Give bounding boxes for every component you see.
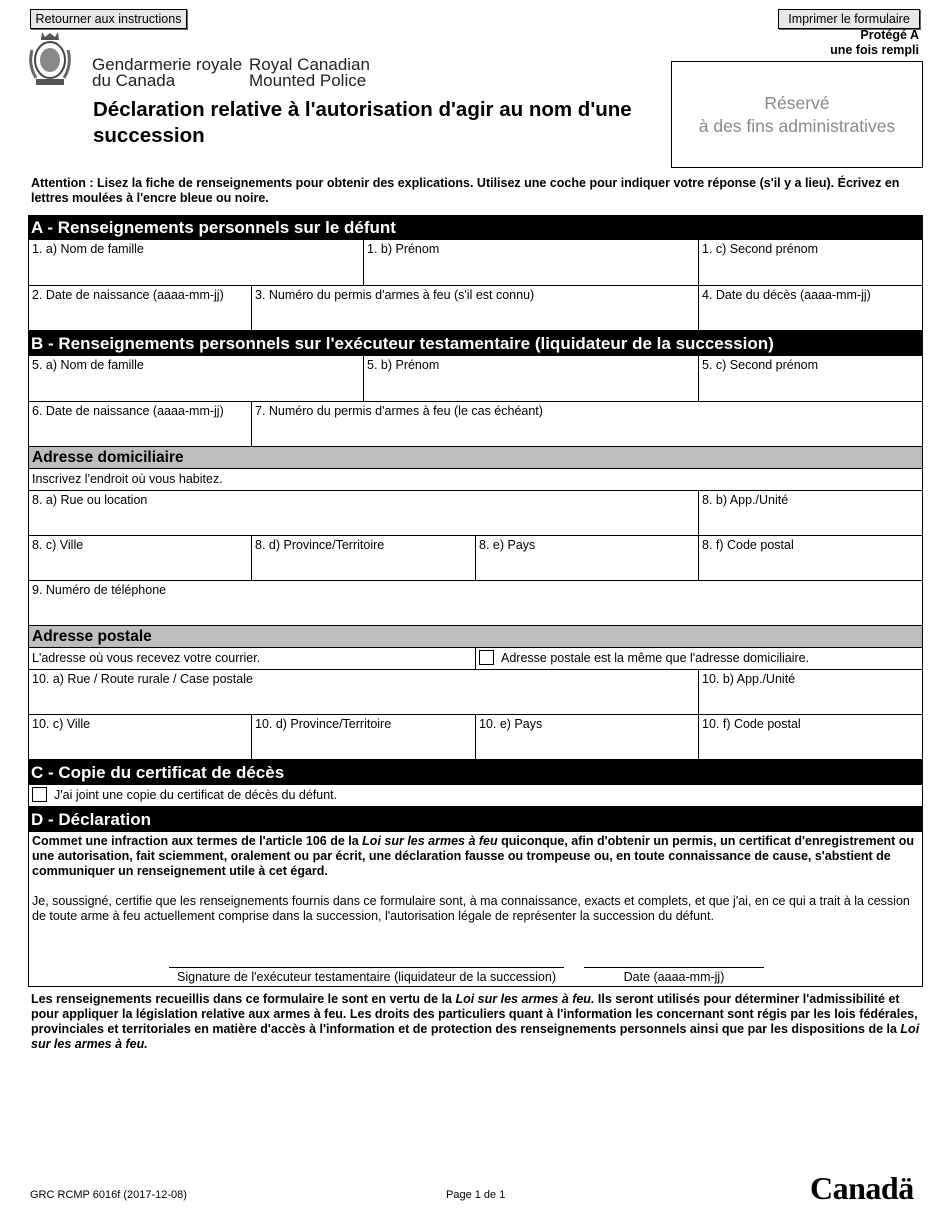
section-a-title: A - Renseignements personnels sur le défunt — [28, 215, 923, 240]
page-title: Déclaration relative à l'autorisation d'agir au nom d'une succession — [93, 98, 632, 147]
field-1b[interactable]: 1. b) Prénom — [364, 240, 699, 285]
section-b-title: B - Renseignements personnels sur l'exécuteur testamentaire (liquidateur de la succession) — [28, 331, 923, 356]
field-7[interactable]: 7. Numéro du permis d'armes à feu (le cas échéant) — [255, 404, 543, 418]
field-8a[interactable]: 8. a) Rue ou location — [29, 491, 699, 535]
field-8f[interactable]: 8. f) Code postal — [702, 538, 794, 552]
offence-warning: Commet une infraction aux termes de l'article 106 de la Loi sur les armes à feu quiconque, afin d'obtenir un permis, un certificat d'enregistrement ou une autorisation, fait sciemment, oralement ou par écrit, une déclaration fausse ou trompeuse ou, en toute connaissance de cause, s'abstient de communiquer un renseignement utile à cet égard. — [32, 834, 915, 878]
canada-wordmark: Canadä — [810, 1170, 914, 1206]
field-8b[interactable]: 8. b) App./Unité — [702, 493, 789, 507]
mailing-address-note: L'adresse où vous recevez votre courrier. — [29, 648, 476, 669]
field-4[interactable]: 4. Date du décès (aaaa-mm-jj) — [702, 288, 871, 302]
print-form-button[interactable]: Imprimer le formulaire — [778, 9, 920, 29]
field-8d[interactable]: 8. d) Province/Territoire — [252, 536, 476, 580]
field-5a[interactable]: 5. a) Nom de famille — [29, 356, 364, 401]
field-8c[interactable]: 8. c) Ville — [29, 536, 252, 580]
section-c-title: C - Copie du certificat de décès — [28, 760, 923, 785]
field-6[interactable]: 6. Date de naissance (aaaa-mm-jj) — [29, 402, 252, 446]
field-10a[interactable]: 10. a) Rue / Route rurale / Case postale — [29, 670, 699, 714]
field-2[interactable]: 2. Date de naissance (aaaa-mm-jj) — [29, 286, 252, 330]
death-certificate-option[interactable]: J'ai joint une copie du certificat de décès du défunt. — [29, 785, 922, 806]
rcmp-crest-icon — [28, 30, 72, 88]
admin-reserved-box: Réservé à des fins administratives — [671, 61, 923, 168]
field-9[interactable]: 9. Numéro de téléphone — [32, 583, 167, 597]
field-10e[interactable]: 10. e) Pays — [476, 715, 699, 759]
home-address-note: Inscrivez l'endroit où vous habitez. — [32, 472, 223, 486]
attention-note: Attention : Lisez la fiche de renseignements pour obtenir des explications. Utilisez une coche pour indiquer votre réponse (s'il y a lieu). Écrivez en lettres moulées à l'encre bleue ou noire. — [31, 176, 900, 205]
field-10c[interactable]: 10. c) Ville — [29, 715, 252, 759]
field-10f[interactable]: 10. f) Code postal — [702, 717, 801, 731]
same-address-checkbox[interactable] — [479, 650, 494, 665]
field-10b[interactable]: 10. b) App./Unité — [702, 672, 796, 686]
signature-line[interactable]: Signature de l'exécuteur testamentaire (liquidateur de la succession) — [169, 967, 564, 984]
org-name-fr: Gendarmerie royale du Canada — [92, 55, 243, 90]
same-address-option[interactable]: Adresse postale est la même que l'adresse domiciliaire. — [476, 648, 922, 669]
form-body — [28, 215, 923, 987]
field-8e[interactable]: 8. e) Pays — [476, 536, 699, 580]
field-5b[interactable]: 5. b) Prénom — [364, 356, 699, 401]
home-address-title: Adresse domiciliaire — [28, 447, 923, 468]
page-number: Page 1 de 1 — [446, 1189, 506, 1201]
signature-date-line[interactable]: Date (aaaa-mm-jj) — [584, 967, 764, 984]
section-d-title: D - Déclaration — [28, 807, 923, 832]
field-3[interactable]: 3. Numéro du permis d'armes à feu (s'il est connu) — [252, 286, 699, 330]
privacy-statement: Les renseignements recueillis dans ce formulaire le sont en vertu de la Loi sur les armes à feu. Ils seront utilisés pour déterminer l'admissibilité et pour appliquer la législation relative aux armes à feu. Les droits des particuliers quant à l'information les concernant sont régis par les lois fédérales, provinciales et territoriales en matière d'accès à l'information et de protection des renseignements personnels ainsi que par les dispositions de la Loi sur les armes à feu. — [31, 992, 920, 1051]
protected-label: Protégé A une fois rempli — [830, 28, 919, 57]
back-to-instructions-button[interactable]: Retourner aux instructions — [30, 9, 187, 29]
declaration-box — [28, 832, 923, 987]
field-5c[interactable]: 5. c) Second prénom — [702, 358, 819, 372]
death-certificate-checkbox[interactable] — [32, 787, 47, 802]
field-1a[interactable]: 1. a) Nom de famille — [29, 240, 364, 285]
form-code: GRC RCMP 6016f (2017-12-08) — [30, 1189, 187, 1201]
org-name-en: Royal Canadian Mounted Police — [249, 55, 370, 90]
field-10d[interactable]: 10. d) Province/Territoire — [252, 715, 476, 759]
mailing-address-title: Adresse postale — [28, 626, 923, 647]
certification-text: Je, soussigné, certifie que les renseignements fournis dans ce formulaire sont, à ma connaissance, exacts et complets, et que j'ai, en ce qui a trait à la cession de toute arme à feu actuellement comprise dans la succession, l'autorisation légale de représenter la succession du défunt. — [32, 894, 910, 923]
field-1c[interactable]: 1. c) Second prénom — [702, 242, 819, 256]
